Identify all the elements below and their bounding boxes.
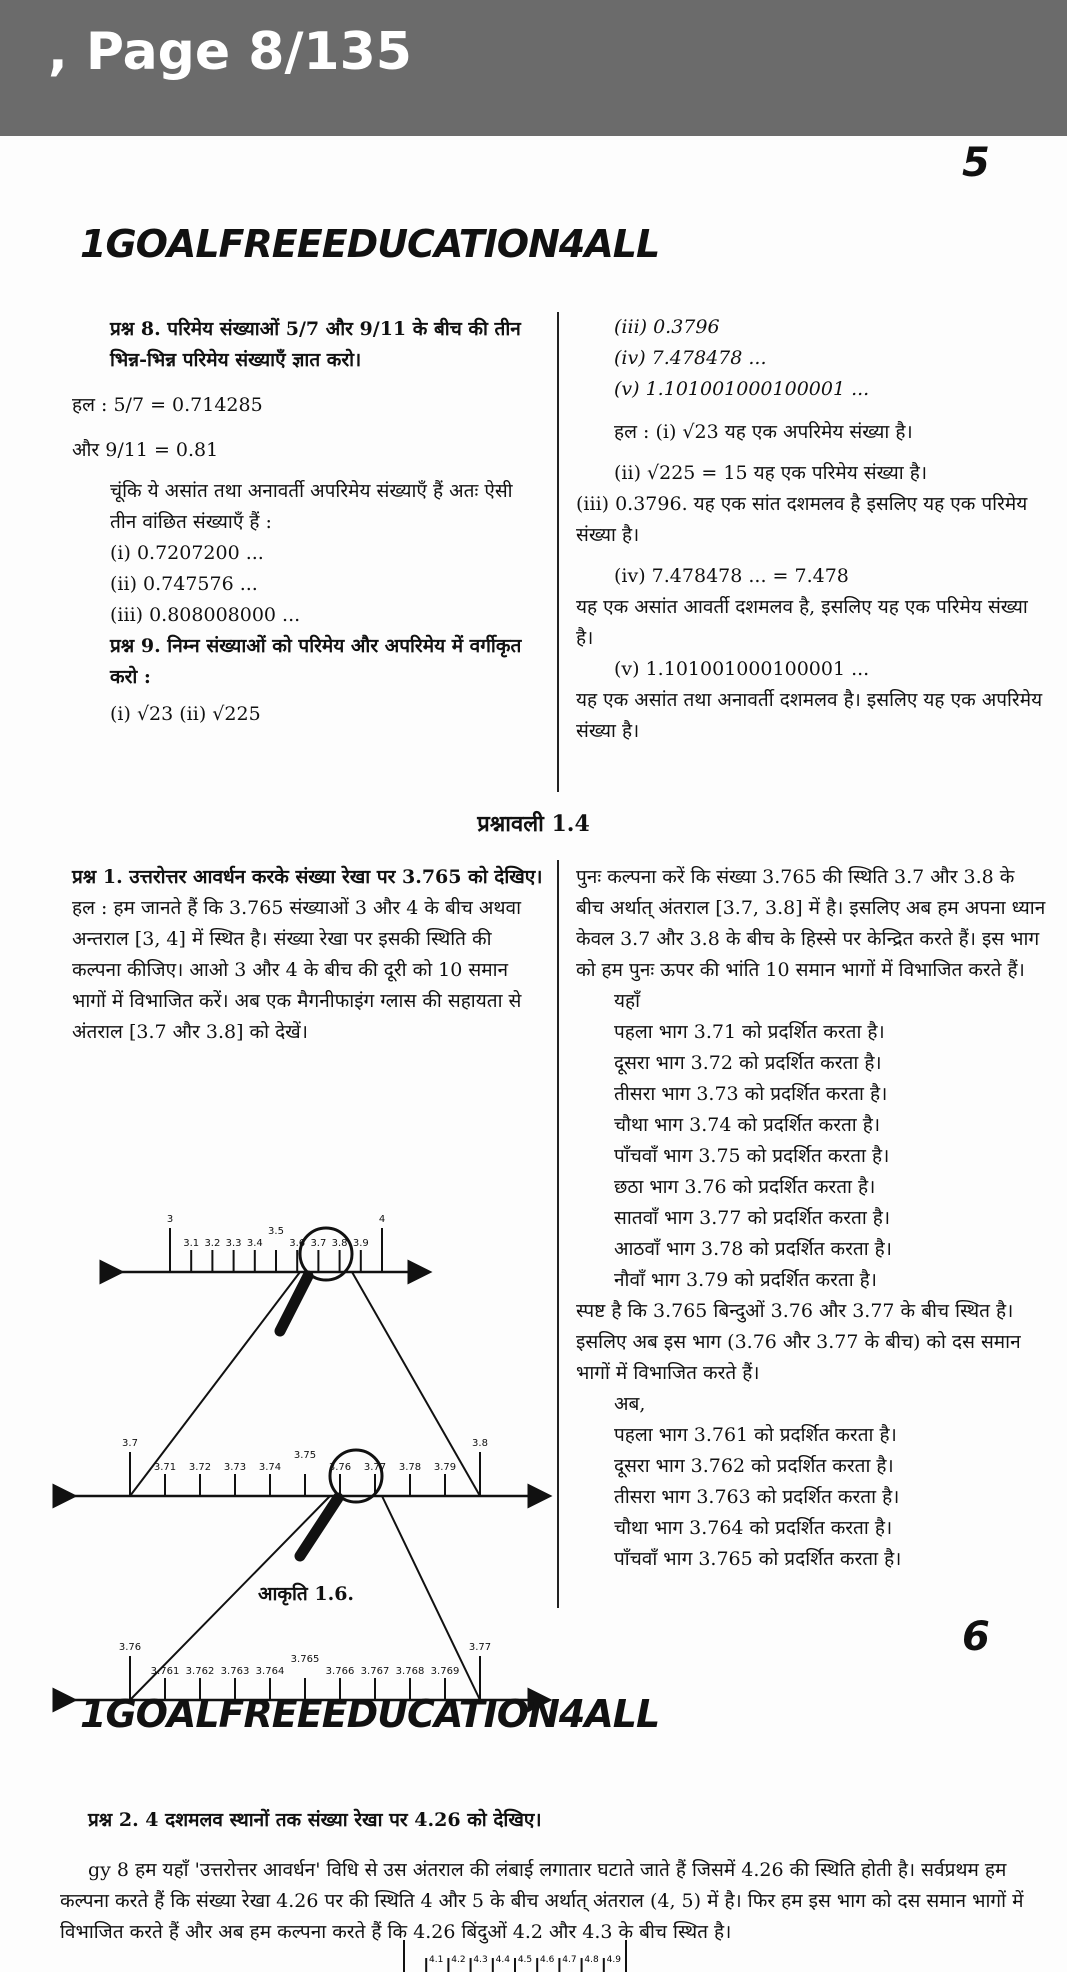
tick-label: 3.77: [468, 1642, 492, 1653]
bottom-number-line: [390, 1936, 650, 1972]
q9-items: (i) √23 (ii) √225: [110, 703, 261, 725]
tick-label: 3.769: [430, 1666, 460, 1677]
figure-caption: आकृति 1.6.: [258, 1583, 355, 1605]
tick-label: 4.4: [495, 1955, 510, 1965]
tick-label: 3.3: [225, 1238, 242, 1249]
tick-label: 3.1: [183, 1238, 200, 1249]
top-bar: [0, 0, 1067, 136]
tick-label: 4.5: [517, 1955, 533, 1965]
tick-label: 3.8: [472, 1438, 488, 1449]
ex-right-line: अब,: [614, 1393, 646, 1415]
page-number: 5: [962, 140, 990, 186]
tick-label: 3.764: [255, 1666, 285, 1677]
tick-label: 3.767: [360, 1666, 390, 1677]
column-divider: [557, 860, 559, 1608]
right-column-q9: [576, 312, 1046, 747]
q8-solution-line: और 9/11 = 0.81: [72, 439, 219, 461]
tick-label: 3.77: [363, 1462, 387, 1473]
q9-solution: (iii) 0.3796. यह एक सांत दशमलव है इसलिए यह एक परिमेय संख्या है।: [576, 493, 1028, 546]
tick-label: 3.79: [433, 1462, 457, 1473]
q9-item: (v) 1.101001000100001 ...: [614, 378, 870, 400]
tick-label: 3.74: [258, 1462, 282, 1473]
tick-label: 4.7: [562, 1955, 577, 1965]
tick-label: 3.76: [328, 1462, 352, 1473]
tick-label: 3.765: [290, 1654, 320, 1665]
q9-solution: हल : (i) √23 यह एक अपरिमेय संख्या है।: [614, 421, 913, 443]
q2-question: प्रश्न 2. 4 दशमलव स्थानों तक संख्या रेखा पर 4.26 को देखिए।: [88, 1809, 542, 1831]
exercise-title: प्रश्नावली 1.4: [477, 811, 590, 837]
tick-label: 4.1: [429, 1955, 444, 1965]
tick-label: 3.7: [122, 1438, 138, 1449]
q8-answer: (ii) 0.747576 ...: [110, 573, 258, 595]
ex-right-line: पहला भाग 3.71 को प्रदर्शित करता है।: [614, 1021, 885, 1043]
tick-label: 3.78: [398, 1462, 422, 1473]
left-column-q8: [72, 314, 544, 730]
q9-solution: (v) 1.101001000100001 ...: [614, 658, 870, 680]
ex-right-line: दूसरा भाग 3.762 को प्रदर्शित करता है।: [614, 1455, 894, 1477]
tick-label: 3.2: [204, 1238, 221, 1249]
right-column-exercise: [576, 862, 1046, 1575]
ex-right-line: दूसरा भाग 3.72 को प्रदर्शित करता है।: [614, 1052, 882, 1074]
ex-right-line: सातवाँ भाग 3.77 को प्रदर्शित करता है।: [614, 1207, 891, 1229]
left-column-exercise: [72, 862, 544, 1048]
q2-solution: gy 8 हम यहाँ 'उत्तरोत्तर आवर्धन' विधि से उस अंतराल की लंबाई लगातार घटाते जाते हैं जिसमें 4.26 की स्थिति होती है। सर्वप्रथम हम कल्पना करते हैं कि संख्या रेखा 4.26 पर की स्थिति 4 और 5 के बीच अर्थात् अंतराल (4, 5) में है। फिर हम इस भाग को दस समान भागों में विभाजित करते हैं और अब हम कल्पना करते हैं कि 4.26 बिंदुओं 4.2 और 4.3 के बीच स्थित है।: [60, 1859, 1024, 1943]
tick-label: 4.3: [473, 1955, 488, 1965]
ex-right-line: पाँचवाँ भाग 3.75 को प्रदर्शित करता है।: [614, 1145, 890, 1167]
tick-label: 3.763: [220, 1666, 250, 1677]
tick-label: 4.2: [451, 1955, 466, 1965]
q8-solution-line: हल : 5/7 = 0.714285: [72, 394, 263, 416]
tick-label: 4: [378, 1214, 386, 1225]
tick-label: 3.766: [325, 1666, 355, 1677]
magnifier-handle: [280, 1276, 308, 1331]
ex-right-line: नौवाँ भाग 3.79 को प्रदर्शित करता है।: [614, 1269, 877, 1291]
tick-label: 3.761: [150, 1666, 180, 1677]
tick-label: 4.8: [584, 1955, 599, 1965]
tick-label: 3.5: [268, 1226, 284, 1237]
q9-solution: यह एक असांत तथा अनावर्ती दशमलव है। इसलिए यह एक अपरिमेय संख्या है।: [576, 689, 1043, 742]
tick-label: 3.73: [223, 1462, 247, 1473]
tick-label: 3: [166, 1214, 174, 1225]
magnification-figure: [60, 1076, 550, 1677]
tick-label: 3.6: [289, 1238, 306, 1249]
tick-label: 3.71: [153, 1462, 177, 1473]
q9-solution: यह एक असांत आवर्ती दशमलव है, इसलिए यह एक परिमेय संख्या है।: [576, 596, 1028, 649]
ex-right-line: पाँचवाँ भाग 3.765 को प्रदर्शित करता है।: [614, 1548, 902, 1570]
q8-question: प्रश्न 8. परिमेय संख्याओं 5/7 और 9/11 के बीच की तीन भिन्न-भिन्न परिमेय संख्याएँ ज्ञात करो।: [110, 318, 521, 371]
q9-question: प्रश्न 9. निम्न संख्याओं को परिमेय और अपरिमेय में वर्गीकृत करो :: [110, 635, 522, 688]
q8-answer: (i) 0.7207200 ...: [110, 542, 264, 564]
tick-label: 3.76: [118, 1642, 142, 1653]
tick-label: 3.75: [293, 1450, 317, 1461]
tick-label: 3.7: [310, 1238, 327, 1249]
ex-right-line: तीसरा भाग 3.73 को प्रदर्शित करता है।: [614, 1083, 888, 1105]
q8-text: चूंकि ये असांत तथा अनावर्ती अपरिमेय संख्याएँ हैं अतः ऐसी तीन वांछित संख्याएँ हैं :: [110, 480, 513, 533]
tick-label: 3.9: [352, 1238, 369, 1249]
ex-question: प्रश्न 1. उत्तरोत्तर आवर्धन करके संख्या रेखा पर 3.765 को देखिए।: [72, 866, 543, 888]
tick-label: 4.9: [606, 1955, 621, 1965]
ex-right-line: स्पष्ट है कि 3.765 बिन्दुओं 3.76 और 3.77 के बीच स्थित है। इसलिए अब इस भाग (3.76 और 3.77 के बीच) को दस समान भागों में विभाजित करते हैं।: [576, 1300, 1021, 1384]
ex-right-line: चौथा भाग 3.764 को प्रदर्शित करता है।: [614, 1517, 893, 1539]
q9-solution: (iv) 7.478478 ... = 7.478: [614, 565, 849, 587]
tick-label: 3.8: [331, 1238, 348, 1249]
ex-right-line: छठा भाग 3.76 को प्रदर्शित करता है।: [614, 1176, 876, 1198]
q8-answer: (iii) 0.808008000 ...: [110, 604, 301, 626]
tick-label: 3.72: [188, 1462, 212, 1473]
tick-label: 3.762: [185, 1666, 215, 1677]
tick-label: 4.6: [540, 1955, 555, 1965]
page-title: , Page 8/135: [48, 22, 412, 82]
ex-solution: हल : हम जानते हैं कि 3.765 संख्याओं 3 और 4 के बीच अथवा अन्तराल [3, 4] में स्थित है। संख्या रेखा पर इसकी स्थिति की कल्पना कीजिए। आओ 3 और 4 के बीच की दूरी को 10 समान भागों में विभाजित करें। अब एक मैगनीफाइंग ग्लास की सहायता से अंतराल [3.7 और 3.8] को देखें।: [72, 897, 522, 1043]
column-divider: [557, 312, 559, 792]
tick-label: 3.4: [246, 1238, 263, 1249]
ex-right-line: यहाँ: [614, 990, 641, 1012]
brand-heading: 1GOALFREEEDUCATION4ALL: [80, 1692, 660, 1736]
q9-item: (iv) 7.478478 ...: [614, 347, 767, 369]
q9-solution: (ii) √225 = 15 यह एक परिमेय संख्या है।: [614, 462, 928, 484]
page-number: 6: [962, 1614, 990, 1660]
brand-heading: 1GOALFREEEDUCATION4ALL: [80, 222, 660, 266]
ex-right-line: पहला भाग 3.761 को प्रदर्शित करता है।: [614, 1424, 897, 1446]
ex-right-line: पुनः कल्पना करें कि संख्या 3.765 की स्थिति 3.7 और 3.8 के बीच अर्थात् अंतराल [3.7, 3.8] में है। इसलिए अब हम अपना ध्यान केवल 3.7 और 3.8 के बीच के हिस्से पर केन्द्रित करते हैं। इस भाग को हम पुनः ऊपर की भांति 10 समान भागों में विभाजित करते हैं।: [576, 866, 1046, 981]
ex-right-line: आठवाँ भाग 3.78 को प्रदर्शित करता है।: [614, 1238, 892, 1260]
document-page: [0, 136, 1067, 1972]
q9-item: (iii) 0.3796: [614, 316, 720, 338]
ex-right-line: तीसरा भाग 3.763 को प्रदर्शित करता है।: [614, 1486, 900, 1508]
ex-right-line: चौथा भाग 3.74 को प्रदर्शित करता है।: [614, 1114, 881, 1136]
tick-label: 3.768: [395, 1666, 425, 1677]
